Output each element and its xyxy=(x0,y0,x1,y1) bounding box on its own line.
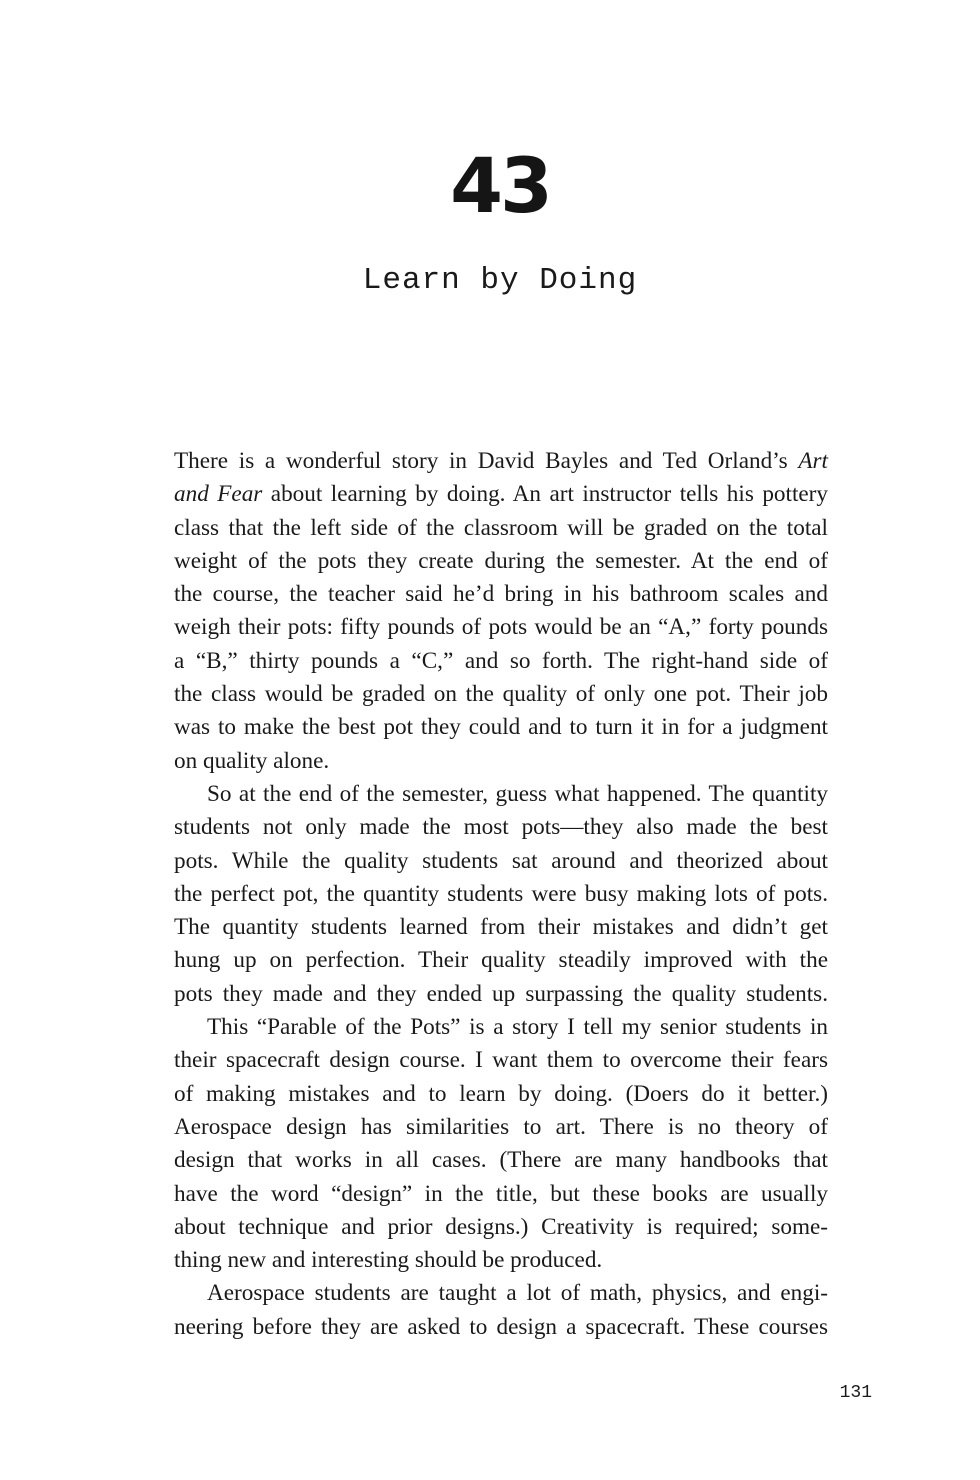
text-line: weight of the pots they create during the semester. At the end of xyxy=(174,547,828,574)
text-line: pots. While the quality students sat around and theorized about xyxy=(174,847,828,874)
text-line: students not only made the most pots—they also made the best xyxy=(174,814,828,841)
text-line: There is a wonderful story in David Bayles and Ted Orland’s Art xyxy=(174,448,828,474)
text-line: about technique and prior designs.) Creativity is required; some- xyxy=(174,1213,828,1240)
text-line: the course, the teacher said he’d bring in his bathroom scales and xyxy=(174,581,828,608)
text-line: Aerospace students are taught a lot of math, physics, and engi- xyxy=(207,1280,828,1307)
page-number: 131 xyxy=(839,1383,872,1403)
text-line: a “B,” thirty pounds a “C,” and so forth. The right-hand side of xyxy=(174,647,828,674)
text-line: So at the end of the semester, guess what happened. The quantity xyxy=(207,780,828,807)
text-line: neering before they are asked to design a spacecraft. These courses xyxy=(174,1313,828,1340)
chapter-title: Learn by Doing xyxy=(362,263,638,298)
text-line: was to make the best pot they could and to turn it in for a judgment xyxy=(174,714,828,741)
text-line: their spacecraft design course. I want them to overcome their fears xyxy=(174,1047,828,1074)
text-line: This “Parable of the Pots” is a story I tell my senior students in xyxy=(207,1014,828,1041)
text-line: Aerospace design has similarities to art. There is no theory of xyxy=(174,1113,828,1140)
chapter-number: 43 xyxy=(450,141,550,230)
body-text xyxy=(174,445,828,1344)
text-line: class that the left side of the classroom will be graded on the total xyxy=(174,514,828,541)
book-title-italic: Art xyxy=(798,448,828,474)
text-line: the class would be graded on the quality of only one pot. Their job xyxy=(174,681,828,708)
text-line: the perfect pot, the quantity students were busy making lots of pots. xyxy=(174,880,828,907)
text-line: design that works in all cases. (There are many handbooks that xyxy=(174,1147,828,1174)
text-line: of making mistakes and to learn by doing. (Doers do it better.) xyxy=(174,1080,828,1107)
text-line: hung up on perfection. Their quality steadily improved with the xyxy=(174,947,828,974)
text-line: have the word “design” in the title, but these books are usually xyxy=(174,1180,828,1207)
text-line: The quantity students learned from their mistakes and didn’t get xyxy=(174,914,828,941)
text-line: pots they made and they ended up surpassing the quality students. xyxy=(174,980,828,1007)
text-line: on quality alone. xyxy=(174,747,330,774)
text-line: thing new and interesting should be produced. xyxy=(174,1247,603,1274)
text-line: weigh their pots: fifty pounds of pots would be an “A,” forty pounds xyxy=(174,614,828,641)
book-title-italic: and Fear xyxy=(174,481,263,508)
text-line: and Fear about learning by doing. An art instructor tells his pottery xyxy=(174,481,828,508)
